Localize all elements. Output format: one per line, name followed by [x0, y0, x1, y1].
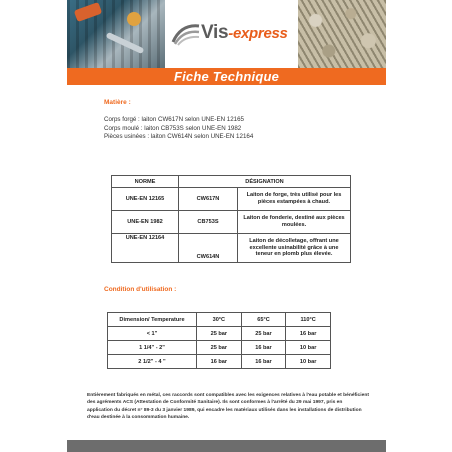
conditions-table [107, 312, 331, 369]
pressure-cell: 25 bar [197, 327, 242, 341]
materials-line: Corps forgé : laiton CW617N selon UNE-EN 12165 [104, 116, 244, 123]
pressure-cell: 16 bar [241, 341, 286, 355]
table-row [112, 234, 351, 263]
code-cell: CW617N [179, 188, 238, 211]
norm-cell: UNE-EN 1982 [112, 211, 179, 234]
table-header-row [108, 313, 331, 327]
pressure-cell: 10 bar [286, 355, 331, 369]
brand-accent: -express [228, 25, 288, 42]
brand-main: Vis [201, 22, 229, 43]
footer-bar [67, 440, 386, 452]
header-banner [67, 0, 386, 68]
pressure-cell: 16 bar [197, 355, 242, 369]
table-row [108, 327, 331, 341]
materials-line: Pièces usinées : laiton CW614N selon UNE-EN 12164 [104, 133, 254, 141]
dimension-cell: 2 1/2" - 4 " [108, 355, 197, 369]
materials-list [104, 116, 253, 142]
pressure-cell: 25 bar [241, 327, 286, 341]
code-cell: CB753S [179, 211, 238, 234]
norm-cell: UNE-EN 12164 [112, 234, 179, 263]
table-row [112, 188, 351, 211]
tech-sheet-page [67, 0, 386, 452]
dimension-cell: 1 1/4" - 2" [108, 341, 197, 355]
materials-label: Matière : [104, 99, 131, 106]
pressure-cell: 10 bar [286, 341, 331, 355]
pressure-cell: 16 bar [286, 327, 331, 341]
dimension-cell: < 1" [108, 327, 197, 341]
materials-line: Corps moulé : laiton CB753S selon UNE-EN 1982 [104, 124, 242, 132]
brand-logo [165, 0, 298, 68]
norm-header: NORME [112, 176, 179, 188]
brand-name [201, 22, 288, 44]
temp-header: 110°C [286, 313, 331, 327]
page-title: Fiche Technique [173, 69, 280, 84]
temp-header: 30°C [197, 313, 242, 327]
designation-header: DÉSIGNATION [179, 176, 351, 188]
swoosh-icon [171, 22, 201, 46]
norm-table [111, 175, 351, 263]
compliance-text: Entièrement fabriqués en métal, ces raccords sont compatibles avec les exigences relatives à l'eau potable et bénéficient des agréments ACS (Attestation de Conformité Sanitaire). Ils sont conformes à l'arrêté du 29 mai 1997, pris en application du décret n° 89-3 du 3 janvier 1989, qui encadre les matériaux utilisés dans les installations de distribution d'eau destinée à la consommation humaine. [87, 393, 369, 420]
pressure-cell: 16 bar [241, 355, 286, 369]
table-row [108, 355, 331, 369]
screws-photo [298, 0, 386, 68]
table-row [108, 341, 331, 355]
title-bar [67, 68, 386, 85]
desc-cell: Laiton de fonderie, destiné aux pièces moulées. [238, 211, 351, 234]
temp-header: 65°C [241, 313, 286, 327]
desc-cell: Laiton de décolletage, offrant une excellente usinabilité grâce à une teneur en plomb plus élevée. [238, 234, 351, 263]
conditions-label: Condition d'utilisation : [104, 286, 177, 293]
desc-cell: Laiton de forge, très utilisé pour les pièces estampées à chaud. [238, 188, 351, 211]
pressure-cell: 25 bar [197, 341, 242, 355]
table-header-row [112, 176, 351, 188]
dimension-header: Dimension/ Temperature [108, 313, 197, 327]
norm-cell: UNE-EN 12165 [112, 188, 179, 211]
table-row [112, 211, 351, 234]
code-cell: CW614N [179, 234, 238, 263]
tools-photo [67, 0, 165, 68]
